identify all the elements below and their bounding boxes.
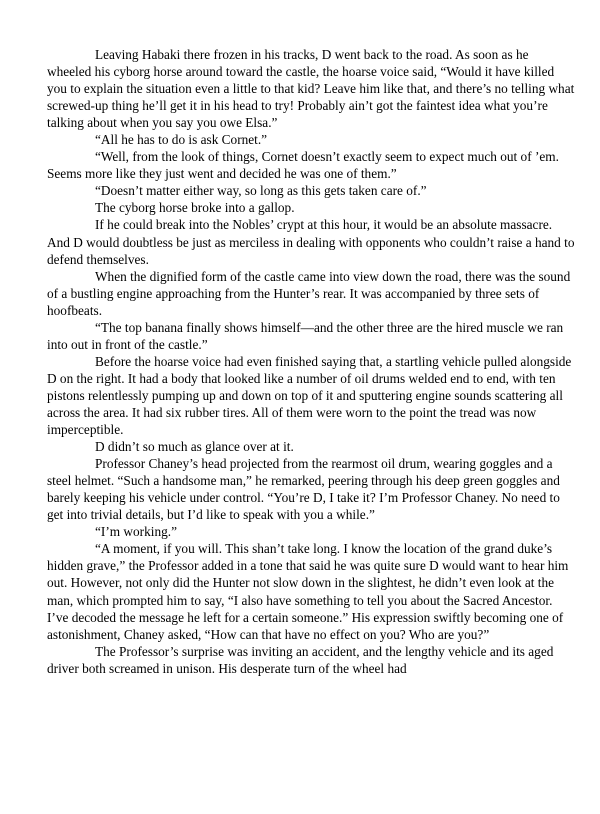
- paragraph: “A moment, if you will. This shan’t take long. I know the location of the grand duke’s hidden grave,” the Professor added in a tone that said he was quite sure D would want to hear him out. However, not only did the Hunter not slow down in the slightest, he didn’t even look at the man, which prompted him to say, “I also have something to tell you about the Sacred Ancestor. I’ve decoded the message he left for a certain someone.” His expression swiftly becoming one of astonishment, Chaney asked, “How can that have no effect on you? Who are you?”: [47, 541, 569, 642]
- paragraph: “Well, from the look of things, Cornet doesn’t exactly seem to expect much out of ’em. Seems more like they just went and decided he was one of them.”: [47, 149, 559, 182]
- paragraph: Leaving Habaki there frozen in his tracks, D went back to the road. As soon as he wheeled his cyborg horse around toward the castle, the hoarse voice said, “Would it have killed you to explain the situation even a little to that kid? Leave him like that, and there’s no telling what screwed-up thing he’ll get it in his head to try! Probably ain’t got the faintest idea what you’re talking about when you say you owe Elsa.”: [47, 47, 575, 131]
- paragraph: “The top banana finally shows himself—and the other three are the hired muscle we ran into out in front of the castle.”: [47, 319, 564, 352]
- paragraph: When the dignified form of the castle came into view down the road, there was the sound of a bustling engine approaching from the Hunter’s rear. It was accompanied by three sets of hoofbeats.: [47, 268, 571, 318]
- paragraph: “I’m working.”: [95, 524, 177, 540]
- paragraph: The cyborg horse broke into a gallop.: [95, 200, 295, 216]
- paragraph: “All he has to do is ask Cornet.”: [95, 132, 268, 148]
- paragraph: “Doesn’t matter either way, so long as this gets taken care of.”: [95, 183, 427, 199]
- body-text: [47, 46, 575, 677]
- paragraph: D didn’t so much as glance over at it.: [95, 439, 294, 455]
- paragraph: If he could break into the Nobles’ crypt at this hour, it would be an absolute massacre. And D would doubtless be just as merciless in dealing with opponents who couldn’t raise a hand to defend themselves.: [47, 217, 575, 267]
- paragraph: The Professor’s surprise was inviting an accident, and the lengthy vehicle and its aged driver both screamed in unison. His desperate turn of the wheel had: [47, 643, 554, 676]
- paragraph: Professor Chaney’s head projected from the rearmost oil drum, wearing goggles and a steel helmet. “Such a handsome man,” he remarked, peering through his deep green goggles and barely keeping his vehicle under control. “You’re D, I take it? I’m Professor Chaney. No need to get into trivial details, but I’d like to speak with you a while.”: [47, 456, 560, 523]
- paragraph: Before the hoarse voice had even finished saying that, a startling vehicle pulled alongside D on the right. It had a body that looked like a number of oil drums welded end to end, with ten pistons relentlessly pumping up and down on top of it and sputtering engine sounds scattering all across the area. It had six rubber tires. All of them were worn to the point the tread was now imperceptible.: [47, 353, 572, 438]
